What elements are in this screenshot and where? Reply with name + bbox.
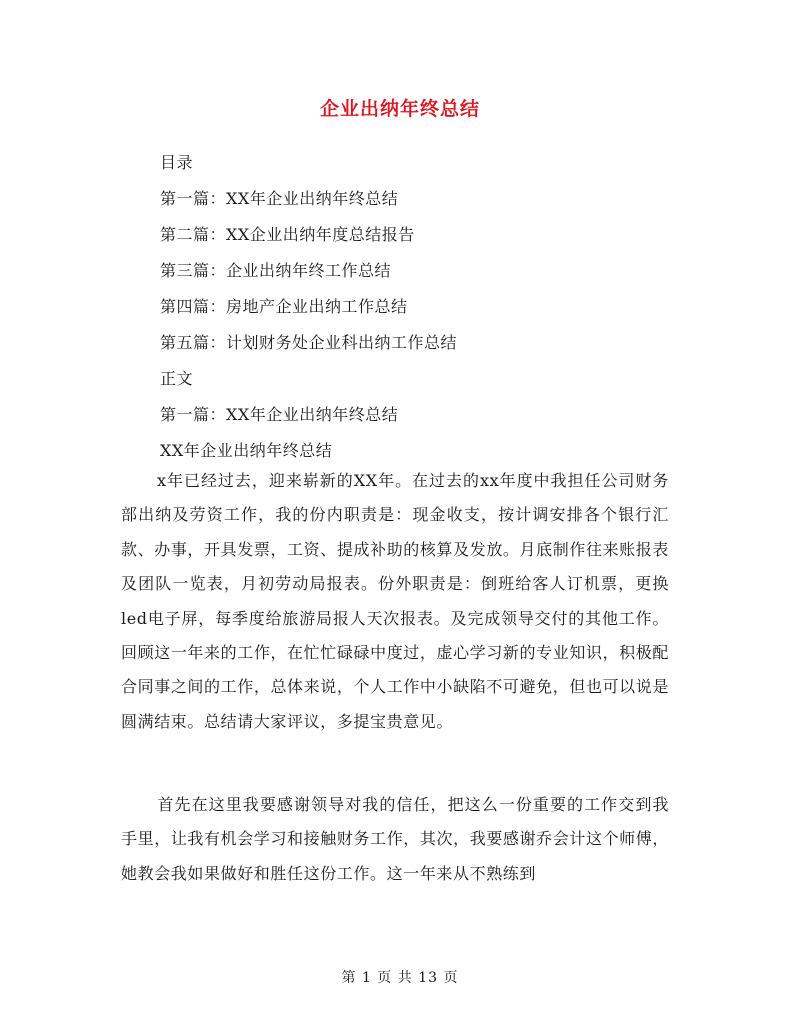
paragraph-text: 首先在这里我要感谢领导对我的信任，把这么一份重要的工作交到我手里，让我有机会学习和接触财务工作，其次，我要感谢乔会计这个师傅，她教会我如果做好和胜任这份工作。这一年来从不熟练到 <box>121 795 669 883</box>
toc-item: 第三篇：企业出纳年终工作总结 <box>160 261 392 280</box>
toc-heading: 目录 <box>160 153 194 172</box>
page-title: 企业出纳年终总结 <box>319 98 480 120</box>
page-footer: 第 1 页 共 13 页 <box>341 970 459 986</box>
toc-item: 第一篇：XX年企业出纳年终总结 <box>160 189 399 208</box>
body-heading: 正文 <box>160 369 194 388</box>
toc-item: 第四篇：房地产企业出纳工作总结 <box>160 297 408 316</box>
paragraph-text: x年已经过去，迎来崭新的XX年。在过去的xx年度中我担任公司财务部出纳及劳资工作，我的份内职责是：现金收支，按计调安排各个银行汇款、办事，开具发票，工资、提成补助的核算及发放。月底制作往来账报表及团队一览表，月初劳动局报表。份外职责是：倒班给客人订机票，更换led电子屏，每季度给旅游局报人天次报表。及完成领导交付的其他工作。回顾这一年来的工作，在忙忙碌碌中度过，虚心学习新的专业知识，积极配合同事之间的工作，总体来说，个人工作中小缺陷不可避免，但也可以说是圆满结束。总结请大家评议，多提宝贵意见。 <box>121 471 669 731</box>
body-paragraph <box>121 788 669 891</box>
toc-item: 第二篇：XX企业出纳年度总结报告 <box>160 225 415 244</box>
section-subtitle: XX年企业出纳年终总结 <box>160 441 333 460</box>
section-heading: 第一篇：XX年企业出纳年终总结 <box>160 405 399 424</box>
toc-item: 第五篇：计划财务处企业科出纳工作总结 <box>160 333 458 352</box>
body-paragraph <box>121 464 669 739</box>
